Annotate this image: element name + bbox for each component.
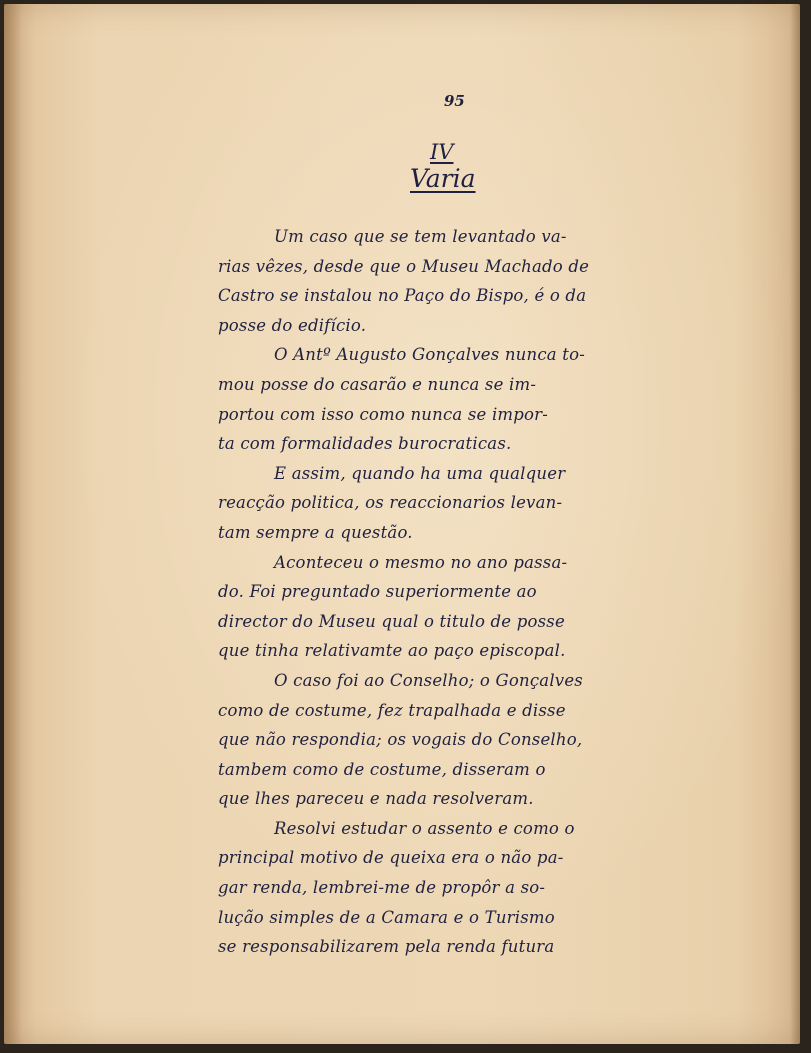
- text-line: que não respondia; os vogais do Conselho,: [218, 730, 583, 750]
- text-line: Um caso que se tem levantado va-: [274, 227, 567, 246]
- text-line: portou com isso como nunca se impor-: [218, 404, 549, 424]
- text-line: director do Museu qual o titulo de posse: [218, 611, 565, 631]
- text-line: como de costume, fez trapalhada e disse: [218, 700, 566, 720]
- text-line: se responsabilizarem pela renda futura: [218, 937, 555, 957]
- text-line: E assim, quando ha uma qualquer: [274, 463, 566, 483]
- text-line: Castro se instalou no Paço do Bispo, é o da: [218, 286, 587, 306]
- chapter-number: IV: [430, 140, 454, 164]
- text-line: tam sempre a questão.: [218, 522, 413, 542]
- text-line: ta com formalidades burocraticas.: [218, 434, 512, 454]
- text-line: O Antº Augusto Gonçalves nunca to-: [274, 345, 585, 365]
- manuscript-page: [4, 4, 800, 1044]
- text-line: tambem como de costume, disseram o: [218, 759, 546, 779]
- text-line: gar renda, lembrei-me de propôr a so-: [218, 878, 546, 898]
- page-right-shadow: [790, 4, 800, 1044]
- text-line: que tinha relativamte ao paço episcopal.: [218, 641, 566, 661]
- text-line: Aconteceu o mesmo no ano passa-: [274, 552, 568, 572]
- page-number: 95: [444, 92, 465, 110]
- handwritten-body: [218, 222, 698, 962]
- text-line: principal motivo de queixa era o não pa-: [218, 848, 564, 868]
- chapter-title: Varia: [410, 164, 476, 193]
- page-left-shadow: [4, 4, 22, 1044]
- text-line: rias vêzes, desde que o Museu Machado de: [218, 256, 590, 276]
- text-line: que lhes pareceu e nada resolveram.: [218, 789, 534, 809]
- text-line: O caso foi ao Conselho; o Gonçalves: [274, 670, 583, 690]
- text-line: Resolvi estudar o assento e como o: [274, 818, 575, 838]
- text-line: mou posse do casarão e nunca se im-: [218, 374, 537, 394]
- text-line: reacção politica, os reaccionarios levan-: [218, 493, 563, 513]
- text-line: lução simples de a Camara e o Turismo: [218, 907, 555, 927]
- text-line: do. Foi preguntado superiormente ao: [218, 582, 537, 602]
- text-line: posse do edifício.: [218, 315, 367, 335]
